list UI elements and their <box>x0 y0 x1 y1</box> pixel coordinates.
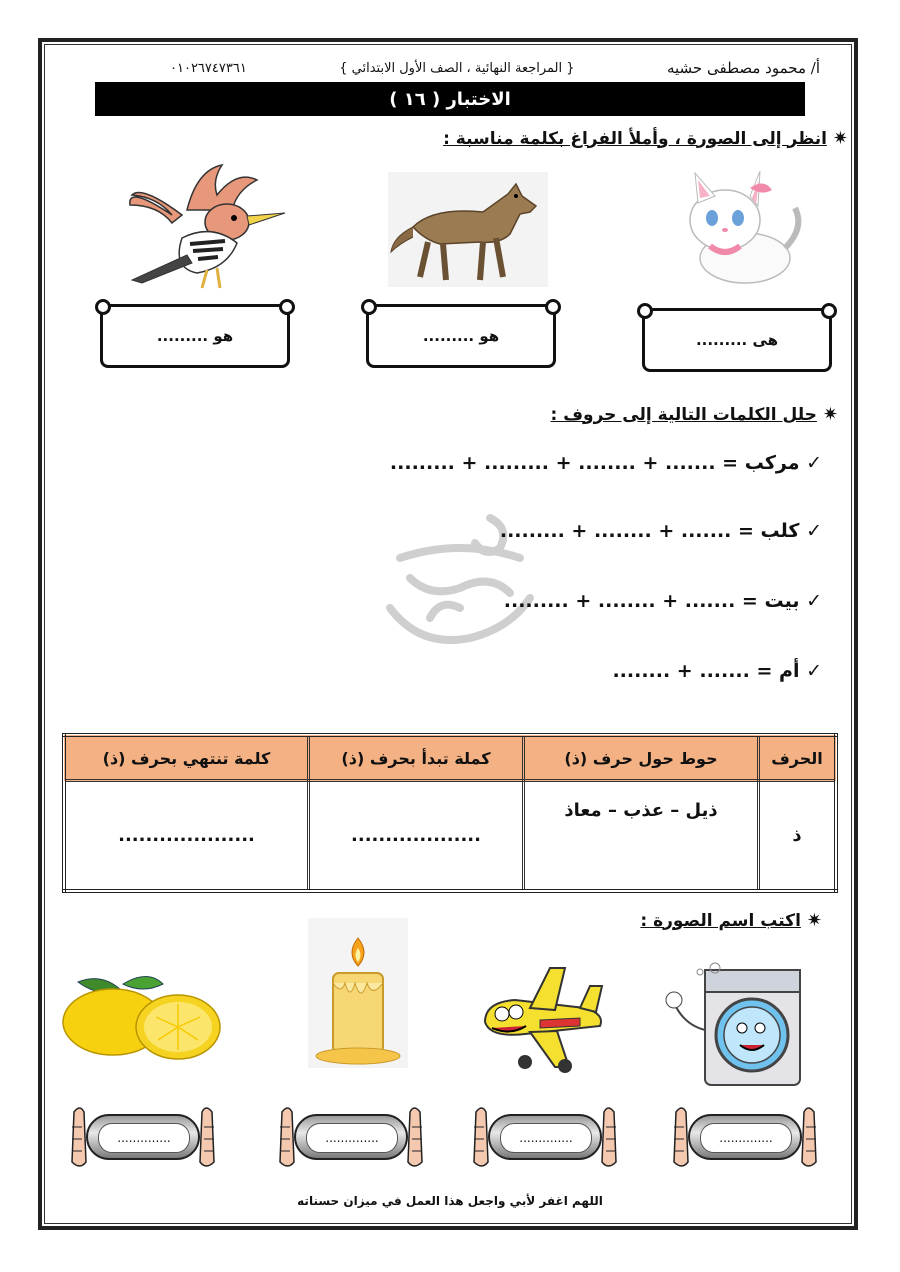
hand-icon <box>598 1102 620 1172</box>
answer-box-cat-text: هى ......... <box>695 331 779 349</box>
candle-picture <box>308 918 408 1068</box>
table-header-row <box>64 735 836 781</box>
analysis-row-3: ✓ بيت = ....... + ........ + ......... <box>503 590 822 612</box>
analysis-row-2: ✓ كلب = ....... + ........ + ......... <box>499 520 822 542</box>
analysis-row-1: ✓ مركب = ....... + ........ + ......... + ......... <box>389 452 822 474</box>
phone-number: ٠١٠٢٦٧٤٧٣٦١ <box>170 60 247 76</box>
table-header: الحرف <box>759 735 837 781</box>
wolf-picture <box>388 172 548 287</box>
table-header: حوط حول حرف (ذ) <box>524 735 759 781</box>
answer-box-cat[interactable] <box>642 308 832 372</box>
name-tag-text: .............. <box>500 1123 592 1153</box>
table-header: كلمة تنتهي بحرف (ذ) <box>64 735 309 781</box>
name-tag-text: .............. <box>700 1123 792 1153</box>
airplane-picture <box>470 962 610 1082</box>
header-subtitle: { المراجعة النهائية ، الصف الأول الابتدائي } <box>339 60 575 76</box>
section3-heading <box>640 910 822 931</box>
star-icon: ✷ <box>806 910 822 931</box>
header <box>170 56 820 80</box>
washing-machine-picture <box>660 960 820 1090</box>
test-title: الاختبار ( ١٦ ) <box>389 88 511 110</box>
hand-icon <box>798 1102 820 1172</box>
letter-cell: ذ <box>759 781 837 892</box>
hand-icon <box>404 1102 426 1172</box>
section1-title: انظر إلى الصورة ، وأملأ الفراغ بكلمة مناسبة : <box>443 128 827 149</box>
test-title-bar <box>95 82 805 116</box>
table-row <box>64 781 836 892</box>
words-cell[interactable]: ذيل – عذب – معاذ <box>524 781 759 892</box>
section2-heading <box>551 404 838 425</box>
star-icon: ✷ <box>822 404 838 425</box>
section2-title: حلل الكلمات التالية إلى حروف : <box>550 404 817 425</box>
lemon-picture <box>58 972 228 1062</box>
answer-box-hoopoe-text: هو ......... <box>156 327 234 345</box>
section3-title: اكتب اسم الصورة : <box>640 910 801 931</box>
letter-table <box>62 733 838 893</box>
cat-picture <box>660 168 810 288</box>
name-tag-text: .............. <box>98 1123 190 1153</box>
name-tag-candle[interactable] <box>276 1102 426 1172</box>
star-icon: ✷ <box>832 128 848 149</box>
name-tag-lemon[interactable] <box>68 1102 218 1172</box>
section1-heading <box>443 128 848 149</box>
teacher-name: أ/ محمود مصطفى حشيه <box>666 59 820 77</box>
table-header: كملة تبدأ بحرف (ذ) <box>309 735 524 781</box>
hoopoe-picture <box>122 160 287 295</box>
answer-box-hoopoe[interactable] <box>100 304 290 368</box>
answer-box-wolf-text: هو ......... <box>422 327 500 345</box>
name-tag-airplane[interactable] <box>470 1102 620 1172</box>
footer-prayer: اللهم اغفر لأبي واجعل هذا العمل في ميزان حسناته <box>297 1194 603 1208</box>
name-tag-washing-machine[interactable] <box>670 1102 820 1172</box>
answer-box-wolf[interactable] <box>366 304 556 368</box>
hand-icon <box>196 1102 218 1172</box>
blank-cell-start[interactable]: ................... <box>309 781 524 892</box>
analysis-row-4: ✓ أم = ....... + ........ <box>612 660 822 682</box>
blank-cell-end[interactable]: .................... <box>64 781 309 892</box>
name-tag-text: .............. <box>306 1123 398 1153</box>
